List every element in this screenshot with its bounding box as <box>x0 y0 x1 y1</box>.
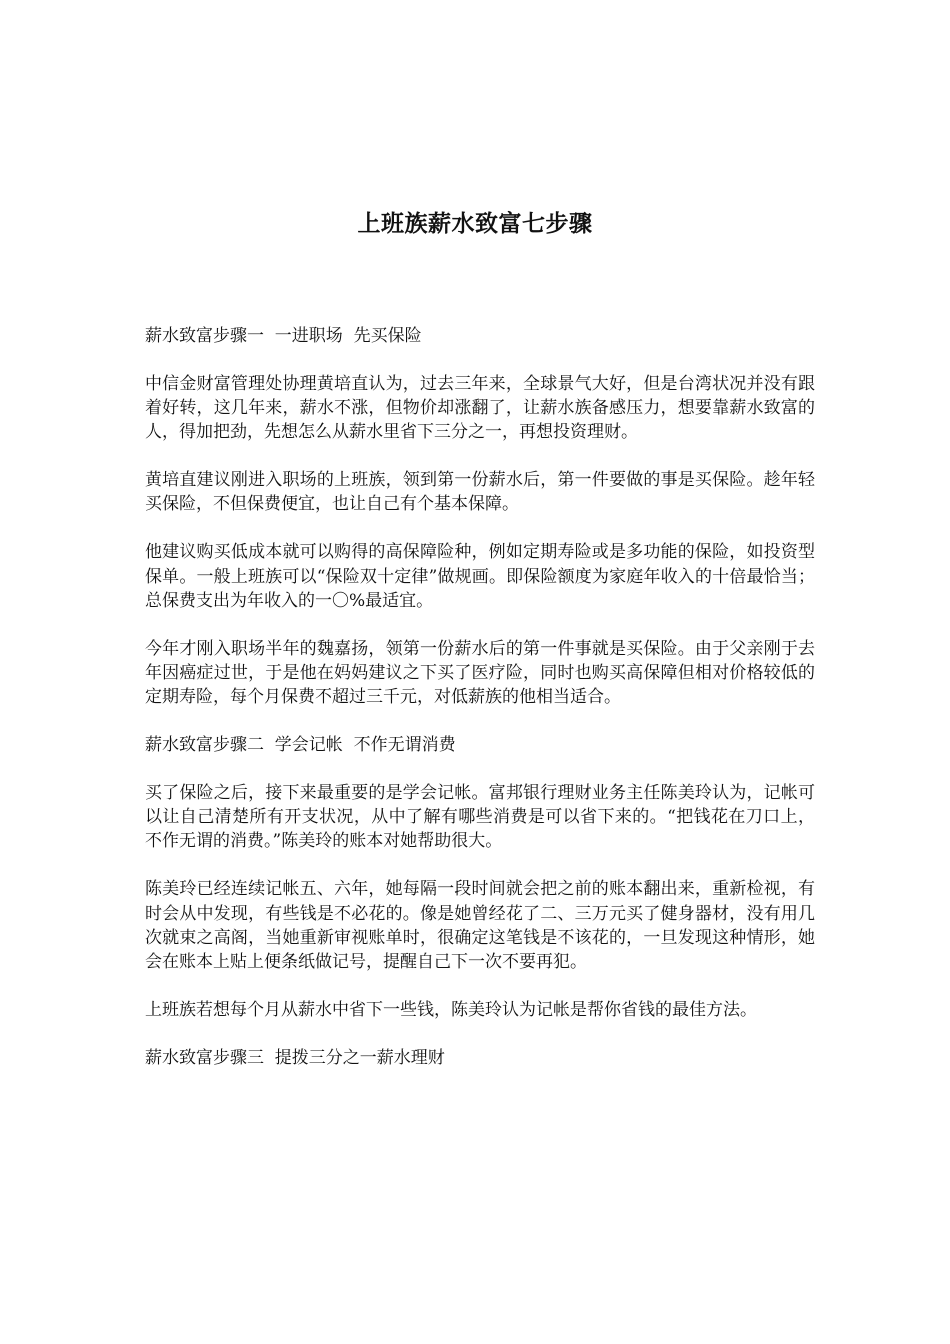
section-heading: 薪水致富步骤二 学会记帐 不作无谓消费 <box>145 735 456 756</box>
document-title: 上班族薪水致富七步骤 <box>357 210 593 237</box>
paragraph: 今年才刚入职场半年的魏嘉扬，领第一份薪水后的第一件事就是买保险。由于父亲刚于去年因癌症过世，于是他在妈妈建议之下买了医疗险，同时也购买高保障但相对价格较低的定期寿险，每个月保费不超过三千元，对低薪族的他相当适合。 <box>145 638 815 708</box>
paragraph: 黄培直建议刚进入职场的上班族，领到第一份薪水后，第一件要做的事是买保险。趁年轻买保险，不但保费便宜，也让自己有个基本保障。 <box>145 470 815 515</box>
paragraph: 上班族若想每个月从薪水中省下一些钱，陈美玲认为记帐是帮你省钱的最佳方法。 <box>145 999 757 1020</box>
section-heading: 薪水致富步骤三 提拨三分之一薪水理财 <box>145 1047 445 1068</box>
document-body <box>145 324 815 1094</box>
paragraph: 中信金财富管理处协理黄培直认为，过去三年来，全球景气大好，但是台湾状况并没有跟着好转，这几年来，薪水不涨，但物价却涨翻了，让薪水族备感压力，想要靠薪水致富的人，得加把劲，先想怎么从薪水里省下三分之一，再想投资理财。 <box>145 373 815 443</box>
section-heading: 薪水致富步骤一 一进职场 先买保险 <box>145 326 422 346</box>
paragraph: 买了保险之后，接下来最重要的是学会记帐。富邦银行理财业务主任陈美玲认为，记帐可以让自己清楚所有开支状况，从中了解有哪些消费是可以省下来的。“把钱花在刀口上，不作无谓的消费。”陈美玲的账本对她帮助很大。 <box>145 782 815 852</box>
paragraph: 陈美玲已经连续记帐五、六年，她每隔一段时间就会把之前的账本翻出来，重新检视，有时会从中发现，有些钱是不必花的。像是她曾经花了二、三万元买了健身器材，没有用几次就束之高阁，当她重新审视账单时，很确定这笔钱是不该花的，一旦发现这种情形，她会在账本上贴上便条纸做记号，提醒自己下一次不要再犯。 <box>145 879 815 973</box>
paragraph: 他建议购买低成本就可以购得的高保障险种，例如定期寿险或是多功能的保险，如投资型保单。一般上班族可以“保险双十定律”做规画。即保险额度为家庭年收入的十倍最恰当；总保费支出为年收入的一〇%最适宜。 <box>145 542 815 611</box>
